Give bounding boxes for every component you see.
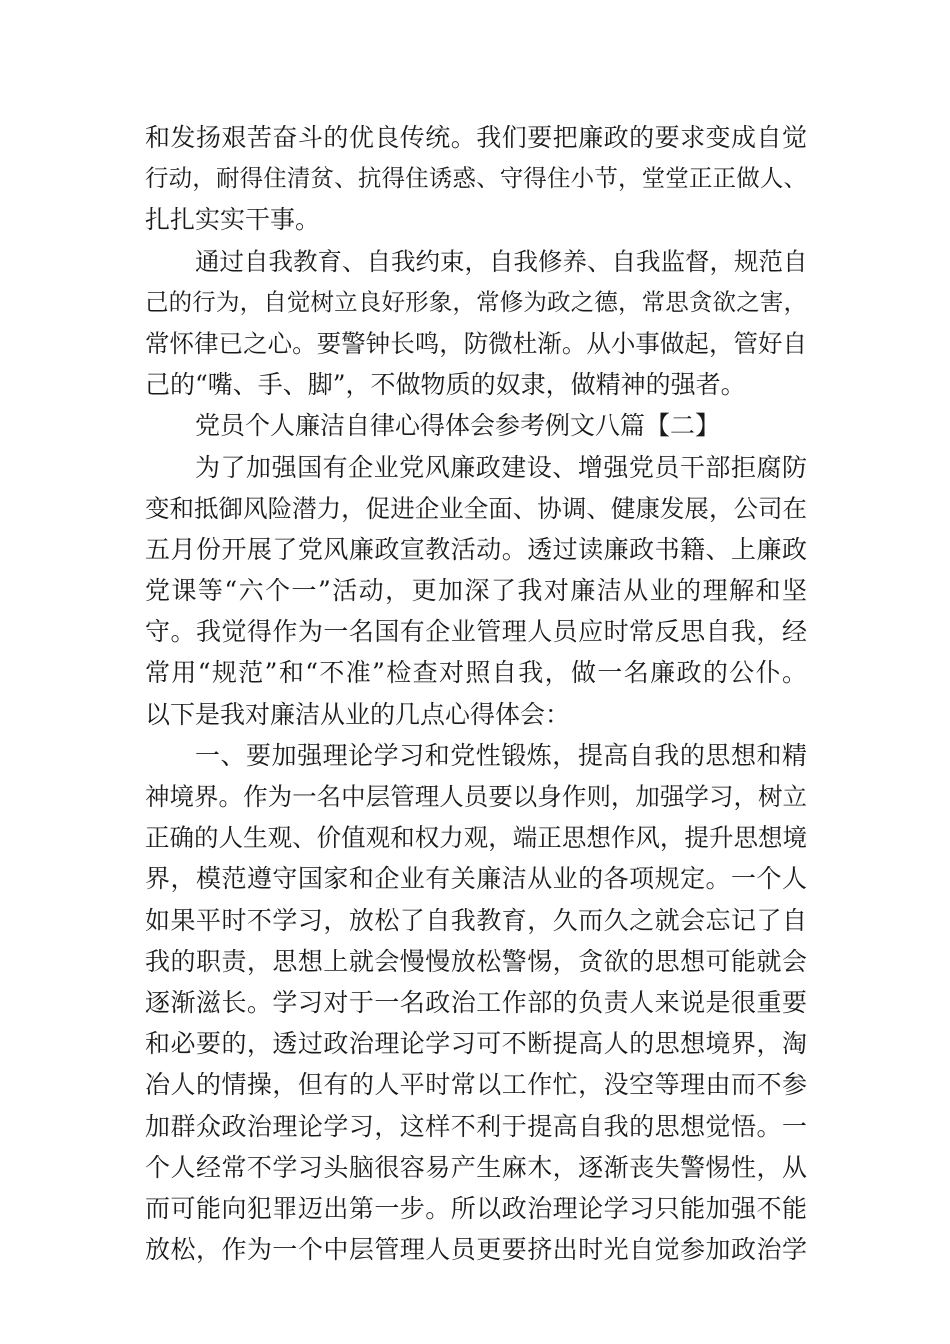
- text-line: 而可能向犯罪迈出第一步。所以政治理论学习只能加强不能: [145, 1193, 807, 1223]
- text-line: 界，模范遵守国家和企业有关廉洁从业的各项规定。一个人: [145, 864, 807, 894]
- text-line: 放松，作为一个中层管理人员更要挤出时光自觉参加政治学: [145, 1235, 807, 1265]
- text-line: 五月份开展了党风廉政宣教活动。透过读廉政书籍、上廉政: [145, 534, 807, 564]
- text-line: 通过自我教育、自我约束，自我修养、自我监督，规范自: [195, 246, 808, 276]
- text-line: 常用“规范”和“不准”检查对照自我，做一名廉政的公仆。: [145, 658, 807, 688]
- text-line: 己的“嘴、手、脚”，不做物质的奴隶，做精神的强者。: [145, 370, 746, 400]
- text-line: 和必要的，透过政治理论学习可不断提高人的思想境界，淘: [145, 1029, 807, 1059]
- text-line: 变和抵御风险潜力，促进企业全面、协调、健康发展，公司在: [145, 493, 807, 523]
- text-line: 常怀律已之心。要警钟长鸣，防微杜渐。从小事做起，管好自: [145, 328, 807, 358]
- text-line: 以下是我对廉洁从业的几点心得体会：: [145, 699, 571, 729]
- text-line: 神境界。作为一名中层管理人员要以身作则，加强学习，树立: [145, 782, 807, 811]
- text-line: 逐渐滋长。学习对于一名政治工作部的负责人来说是很重要: [145, 987, 807, 1017]
- text-line: 扎扎实实干事。: [145, 205, 321, 235]
- section-heading: 党员个人廉洁自律心得体会参考例文八篇【二】: [195, 411, 721, 441]
- text-line: 一、要加强理论学习和党性锻炼，提高自我的思想和精: [195, 740, 807, 770]
- text-line: 行动，耐得住清贫、抗得住诱惑、守得住小节，堂堂正正做人、: [145, 164, 807, 193]
- text-line: 冶人的情操，但有的人平时常以工作忙，没空等理由而不参: [145, 1070, 807, 1100]
- text-line: 个人经常不学习头脑很容易产生麻木，逐渐丧失警惕性，从: [145, 1152, 807, 1182]
- text-line: 守。我觉得作为一名国有企业管理人员应时常反思自我，经: [145, 617, 807, 647]
- document-body: [145, 117, 807, 1270]
- text-line: 如果平时不学习，放松了自我教育，久而久之就会忘记了自: [145, 905, 807, 935]
- text-line: 我的职责，思想上就会慢慢放松警惕，贪欲的思想可能就会: [145, 946, 807, 976]
- text-line: 和发扬艰苦奋斗的优良传统。我们要把廉政的要求变成自觉: [145, 123, 807, 152]
- text-line: 正确的人生观、价值观和权力观，端正思想作风，提升思想境: [145, 823, 807, 853]
- text-line: 党课等“六个一”活动，更加深了我对廉洁从业的理解和坚: [145, 576, 807, 606]
- text-line: 为了加强国有企业党风廉政建设、增强党员干部拒腐防: [195, 452, 807, 482]
- text-line: 己的行为，自觉树立良好形象，常修为政之德，常思贪欲之害，: [145, 287, 807, 316]
- text-line: 加群众政治理论学习，这样不利于提高自我的思想觉悟。一: [145, 1111, 807, 1141]
